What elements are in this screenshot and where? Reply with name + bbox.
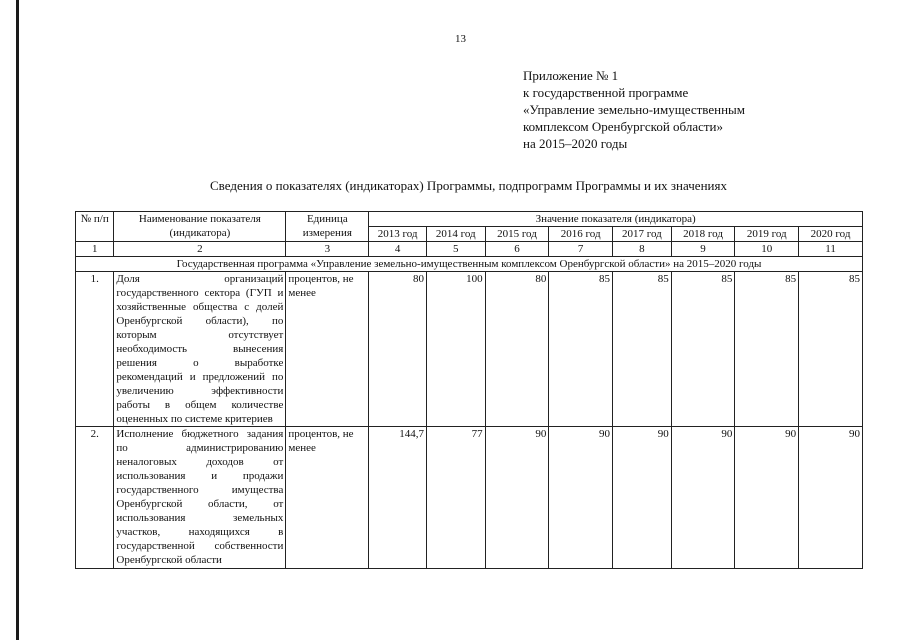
row-number: 2. bbox=[76, 427, 114, 569]
indicators-table bbox=[75, 211, 863, 569]
appendix-line: к государственной программе bbox=[523, 85, 689, 100]
column-number: 5 bbox=[426, 242, 485, 257]
value-cell: 90 bbox=[485, 427, 549, 569]
value-cell: 85 bbox=[613, 272, 672, 427]
document-title bbox=[0, 178, 905, 194]
col-header-year: 2014 год bbox=[426, 227, 485, 242]
value-cell: 90 bbox=[549, 427, 613, 569]
value-cell: 80 bbox=[369, 272, 427, 427]
value-cell: 85 bbox=[799, 272, 863, 427]
appendix-line: комплексом Оренбургской области» bbox=[523, 119, 723, 134]
value-cell: 144,7 bbox=[369, 427, 427, 569]
value-cell: 90 bbox=[799, 427, 863, 569]
value-cell: 85 bbox=[735, 272, 799, 427]
appendix-header bbox=[523, 67, 745, 152]
table-row bbox=[76, 272, 863, 427]
column-number: 11 bbox=[799, 242, 863, 257]
col-header-year: 2013 год bbox=[369, 227, 427, 242]
unit-cell: процентов, не менее bbox=[286, 427, 369, 569]
column-number: 9 bbox=[671, 242, 735, 257]
column-number: 1 bbox=[76, 242, 114, 257]
value-cell: 90 bbox=[735, 427, 799, 569]
value-cell: 90 bbox=[671, 427, 735, 569]
value-cell: 85 bbox=[671, 272, 735, 427]
col-header-year: 2015 год bbox=[485, 227, 549, 242]
table-row bbox=[76, 427, 863, 569]
col-header-year: 2018 год bbox=[671, 227, 735, 242]
binding-edge-line bbox=[16, 0, 19, 640]
value-cell: 90 bbox=[613, 427, 672, 569]
value-cell: 77 bbox=[426, 427, 485, 569]
col-header-num: № п/п bbox=[76, 212, 114, 242]
appendix-line: на 2015–2020 годы bbox=[523, 136, 628, 151]
program-title-row bbox=[76, 257, 863, 272]
page-number: 13 bbox=[455, 33, 466, 45]
value-cell: 100 bbox=[426, 272, 485, 427]
column-number-row bbox=[76, 242, 863, 257]
column-number: 8 bbox=[613, 242, 672, 257]
col-header-name: Наименование показателя (индикатора) bbox=[114, 212, 286, 242]
column-number: 6 bbox=[485, 242, 549, 257]
indicator-name: Доля организаций государственного сектора (ГУП и хозяйственные общества с долей Оренбургской области), по которым отсутствует необходимость вынесения решения о выработке рекомендаций и предложений по увеличению эффективности работы в общем количестве оцененных по системе критериев bbox=[114, 272, 286, 427]
column-number: 3 bbox=[286, 242, 369, 257]
appendix-line: «Управление земельно-имущественным bbox=[523, 102, 745, 117]
value-cell: 80 bbox=[485, 272, 549, 427]
col-header-year: 2016 год bbox=[549, 227, 613, 242]
value-cell: 85 bbox=[549, 272, 613, 427]
program-title: Государственная программа «Управление земельно-имущественным комплексом Оренбургской области» на 2015–2020 годы bbox=[76, 257, 863, 272]
document-title-text: Сведения о показателях (индикаторах) Программы, подпрограмм Программы и их значениях bbox=[210, 178, 727, 193]
appendix-line: Приложение № 1 bbox=[523, 68, 619, 83]
col-header-year: 2019 год bbox=[735, 227, 799, 242]
indicator-name: Исполнение бюджетного задания по администрированию неналоговых доходов от использования и продажи государственного имущества Оренбургской области, от использования земельных участков, находящихся в государственной собственности Оренбургской области bbox=[114, 427, 286, 569]
header-row bbox=[76, 212, 863, 227]
col-header-year: 2020 год bbox=[799, 227, 863, 242]
column-number: 2 bbox=[114, 242, 286, 257]
column-number: 7 bbox=[549, 242, 613, 257]
col-header-year: 2017 год bbox=[613, 227, 672, 242]
unit-cell: процентов, не менее bbox=[286, 272, 369, 427]
col-header-value: Значение показателя (индикатора) bbox=[369, 212, 863, 227]
column-number: 4 bbox=[369, 242, 427, 257]
column-number: 10 bbox=[735, 242, 799, 257]
col-header-unit: Единица измерения bbox=[286, 212, 369, 242]
row-number: 1. bbox=[76, 272, 114, 427]
